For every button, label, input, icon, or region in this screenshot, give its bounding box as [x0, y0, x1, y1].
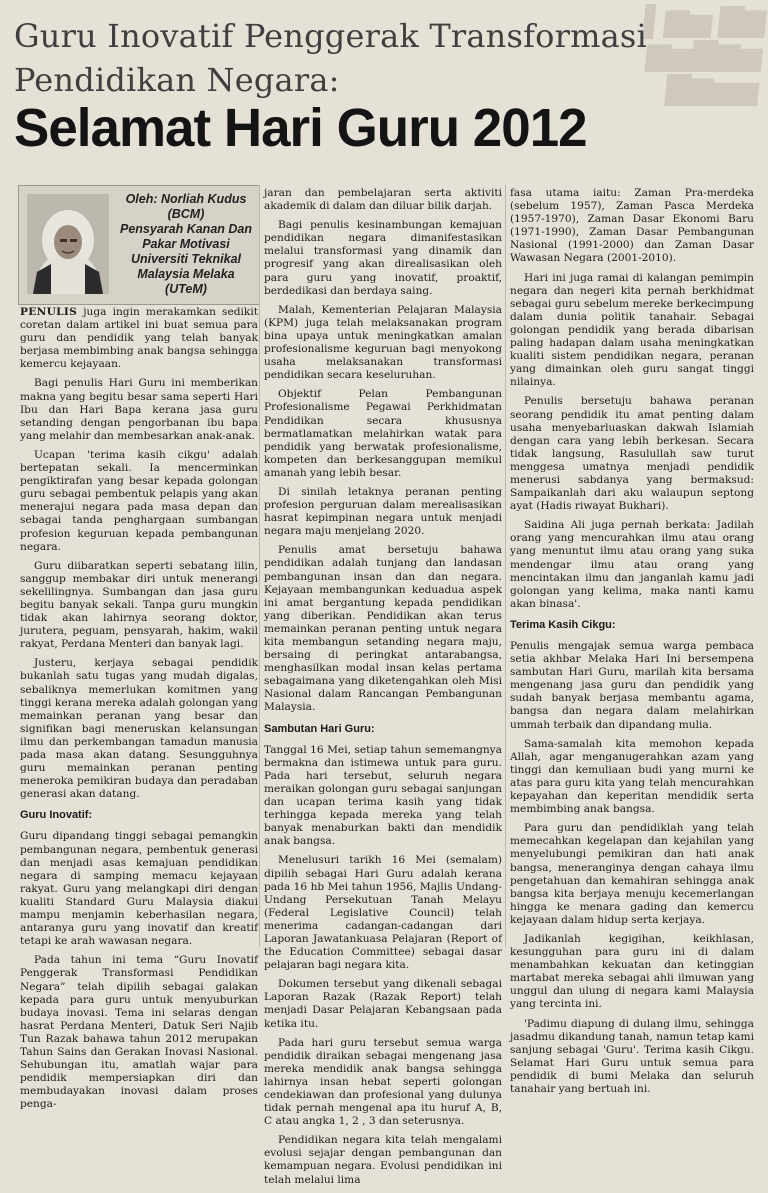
paragraph: Penulis mengajak semua warga pembaca setia akhbar Melaka Hari Ini bersempena sambutan Hari Guru, marilah kita bersama mengenang jasa guru dan pendidik yang sudah banyak berjasa membantu agama, bangsa dan negara dalam melahirkan ummah terbaik dan dipandang mulia. — [510, 640, 754, 731]
paragraph: Bagi penulis kesinambungan kemajuan pendidikan negara dimanifestasikan melalui transformasi yang dinamik dan progresif yang akan direalisasikan oleh para guru yang inovatif, proaktif, berdedikasi dan berdaya saing. — [264, 219, 502, 297]
paragraph: Menelusuri tarikh 16 Mei (semalam) dipilih sebagai Hari Guru adalah kerana pada 16 hb Mei tahun 1956, Majlis Undang-Undang Persekutuan Tanah Melayu (Federal Legislative Council) telah menerima cadangan-cadangan dari Laporan Jawatankuasa Pelajaran (Report of the Education Committee) sebagai dasar pelajaran bagi negara kita. — [264, 854, 502, 972]
byline-text — [117, 192, 255, 297]
author-institution-abbr: (UTeM) — [165, 282, 207, 296]
paragraph: Tanggal 16 Mei, setiap tahun sememangnya bermakna dan istimewa untuk para guru. Pada hari tersebut, seluruh negara meraikan golongan guru sebagai sanjungan dan ucapan terima kasih yang tidak terhingga kepada mereka yang telah banyak menaburkan bakti dan mendidik anak bangsa. — [264, 743, 502, 848]
author-institution-2: Malaysia Melaka — [137, 267, 235, 281]
article-column-3 — [510, 187, 754, 1102]
paragraph: Pada hari guru tersebut semua warga pendidik diraikan sebagai mengenang jasa mereka mendidik anak bangsa sehingga lahirnya insan hebat seperti golongan cendekiawan dan profesional yang dulunya tidak pernah mengenal apa itu huruf A, B, C atau angka 1, 2 , 3 dan seterusnya. — [264, 1036, 502, 1128]
paragraph: Ucapan 'terima kasih cikgu' adalah bertepatan sekali. Ia mencerminkan pengiktirafan yang besar kepada golongan guru sebagai pembentuk pelapis yang akan menerajui negara pada masa depan dan sebagai tanda penghargaan sumbangan profesion keguruan kepada pembangunan negara. — [20, 448, 258, 553]
paragraph: Justeru, kerjaya sebagai pendidik bukanlah satu tugas yang mudah digalas, sebaliknya memerlukan komitmen yang tinggi kerana mereka adalah golongan yang memainkan peranan yang besar dan signifikan bagi meneruskan kelansungan ilmu dan perkembangan tamadun manusia pada masa akan datang. Sesungguhnya guru memainkan peranan penting meneroka pemikiran budaya dan peradaban generasi akan datang. — [20, 657, 258, 801]
headline-top — [14, 14, 734, 102]
author-title-2: Pakar Motivasi — [142, 237, 230, 251]
paragraph: Para guru dan pendidiklah yang telah memecahkan kegelapan dan kejahilan yang menyelubungi pemikiran dan hati anak bangsa, meneranginya dengan cahaya ilmu pengetahuan dan kemahiran sehingga anak bangsa kita berjaya menuju kecemerlangan hingga ke menara gading dan kemercu kejayaan dalam hidup serta kerjaya. — [510, 822, 754, 926]
column-divider — [505, 185, 506, 947]
paragraph — [20, 306, 258, 371]
paragraph: Penulis bersetuju bahawa peranan seorang pendidik itu amat penting dalam usaha menyebarluaskan dakwah Islamiah dengan cara yang lebih berkesan. Secara tidak langsung, Rasulullah saw turut menggesa umatnya menjadi pendidik menerusi sabdanya yang bermaksud: Sampaikanlah dari aku walaupun septong ayat (Hadis riwayat Bukhari). — [510, 395, 754, 513]
paragraph: Di sinilah letaknya peranan penting profesion perguruan dalam merealisasikan hasrat kepimpinan negara untuk menjadi negara maju menjelang 2020. — [264, 485, 502, 538]
paragraph: 'Padimu diapung di dulang ilmu, sehingga jasadmu dikandung tanah, namun tetap kami sanjung sebagai 'Guru'. Terima kasih Cikgu. Selamat Hari Guru untuk semua para pendidik di bumi Melaka dan seluruh tanahair yang bertuah ini. — [510, 1017, 754, 1095]
author-photo — [27, 194, 109, 294]
paragraph: jaran dan pembelajaran serta aktiviti akademik di dalam dan diluar bilik darjah. — [264, 187, 502, 213]
paragraph: Guru diibaratkan seperti sebatang lilin, sanggup membakar diri untuk menerangi sekelilingnya. Sumbangan dan jasa guru begitu banyak sekali. Tanpa guru mungkin tidak akan lahirnya seorang doktor, jurutera, peguam, pensyarah, hakim, wakil rakyat, Perdana Menteri dan banyak lagi. — [20, 559, 258, 651]
paragraph: Pada tahun ini tema “Guru Inovatif Penggerak Transformasi Pendidikan Negara” telah dipilih sebagai galakan kepada para guru untuk menyuburkan budaya inovasi. Tema ini selaras dengan hasrat Perdana Menteri, Datuk Seri Najib Tun Razak bahawa tahun 2012 merupakan Tahun Sains dan Gerakan Inovasi Nasional. Sehubungan itu, amatlah wajar para pendidik mempersiapkan diri dan membudayakan inovasi dalam proses penga- — [20, 954, 258, 1111]
paragraph: Bagi penulis Hari Guru ini memberikan makna yang begitu besar sama seperti Hari Ibu dan Hari Bapa kerana jasa guru setanding dengan pengorbanan ibu bapa yang melahir dan membesarkan anak-anak. — [20, 377, 258, 442]
paragraph: Saidina Ali juga pernah berkata: Jadilah orang yang mencurahkan ilmu atau orang yang menuntut ilmu atau orang yang suka mendengar ilmu atau orang yang mencintakan ilmu dan janganlah kamu jadi golongan yang kelima, maka nanti kamu akan binasa'. — [510, 519, 754, 610]
author-title-1: Pensyarah Kanan Dan — [120, 222, 252, 236]
paragraph: Jadikanlah kegigihan, keikhlasan, kesungguhan para guru ini di dalam menambahkan kekuatan dan ketinggian martabat mereka sebagai ahli ilmuwan yang unggul dan ulung di negara kami Malaysia yang tercinta ini. — [510, 932, 754, 1011]
headline-line-2: Pendidikan Negara: — [14, 61, 340, 99]
author-institution-1: Universiti Teknikal — [131, 252, 241, 266]
article-column-2 — [264, 187, 502, 1193]
column-divider — [259, 185, 260, 947]
byline-box — [18, 185, 260, 305]
paragraph: Pendidikan negara kita telah mengalami evolusi sejajar dengan pembangunan dan kemampuan negara. Evolusi pendidikan ini telah melalui lima — [264, 1134, 502, 1186]
author-name: Oleh: Norliah Kudus — [125, 192, 247, 206]
subheading: Sambutan Hari Guru: — [264, 722, 375, 735]
paragraph: Penulis amat bersetuju bahawa pendidikan adalah tunjang dan landasan pembangunan insan dan dan negara. Kejayaan membangunkan keduadua aspek ini amat bergantung kepada pendidikan yang diberikan. Pendidikan akan terus memainkan peranan penting untuk negara kita membangun setanding negara maju, bersaing di peringkat antarabangsa, menghasilkan modal insan kelas pertama sebagaimana yang diketengahkan oleh Misi Nasional dalam Rancangan Pembangunan Malaysia. — [264, 544, 502, 714]
headline-line-1: Guru Inovatif Penggerak Transformasi — [14, 17, 647, 55]
paragraph: Guru dipandang tinggi sebagai pemangkin pembangunan negara, pembentuk generasi dan menjadi asas kemajuan pendidikan negara di samping memacu kejayaan rakyat. Guru yang melangkapi diri dengan kualiti Standard Guru Malaysia diakui mampu menjamin keberhasilan negara, antaranya guru yang inovatif dan kreatif tetapi ke arah wawasan negara. — [20, 830, 258, 948]
article-column-1 — [20, 306, 258, 1117]
paragraph: Sama-samalah kita memohon kepada Allah, agar menganugerahkan azam yang tinggi dan kemuliaan budi yang murni ke atas para guru kita yang telah mencurahkan kepayahan dan keperitan mendidik serta membimbing anak bangsa. — [510, 737, 754, 816]
paragraph: Malah, Kementerian Pelajaran Malaysia (KPM) juga telah melaksanakan program bina upaya untuk meningkatkan amalan profesionalisme keguruan bagi menyokong usaha melaksanakan transformasi pendidikan secara keseluruhan. — [264, 303, 502, 382]
paragraph: Objektif Pelan Pembangunan Profesionalisme Pegawai Perkhidmatan Pendidikan secara khususnya bermatlamatkan melahirkan watak para pendidik yang berwatak profesionalisme, kompeten dan berkesanggupan memikul amanah yang lebih besar. — [264, 388, 502, 479]
paragraph: Dokumen tersebut yang dikenali sebagai Laporan Razak (Razak Report) telah menjadi Dasar Pelajaran Kebangsaan pada ketika itu. — [264, 978, 502, 1030]
paragraph-text: juga ingin merakamkan sedikit coretan dalam artikel ini buat semua para guru dan pendidik yang telah banyak berjasa membimbing anak bangsa sehingga kemercu kejayaan. — [20, 306, 258, 371]
adjacent-article-bleed: ▌▆▅ ▇▆ ▆▅▇▆▅ ▇▆▅▅ — [642, 4, 768, 105]
paragraph: fasa utama iaitu: Zaman Pra-merdeka (sebelum 1957), Zaman Pasca Merdeka (1957-1970), Zaman Dasar Ekonomi Baru (1971-1990), Zaman Dasar Pembangunan Nasional (1991-2000) dan Zaman Dasar Wawasan Negara (2001-2010). — [510, 187, 754, 265]
headline-main: Selamat Hari Guru 2012 — [14, 98, 587, 158]
subheading: Guru Inovatif: — [20, 809, 93, 822]
author-portrait-icon — [27, 194, 109, 294]
author-honour: (BCM) — [167, 207, 205, 221]
lead-word: PENULIS — [20, 306, 78, 318]
subheading: Terima Kasih Cikgu: — [510, 618, 616, 631]
paragraph: Hari ini juga ramai di kalangan pemimpin negara dan negeri kita pernah berkhidmat sebagai guru sebelum mereke berkecimpung dalam dunia politik tanahair. Sebagai golongan pendidik yang berada dibarisan paling hadapan dalam usaha meningkatkan kualiti sistem pendidikan negara, peranan yang dimainkan oleh guru sangat tinggi nilainya. — [510, 271, 754, 389]
